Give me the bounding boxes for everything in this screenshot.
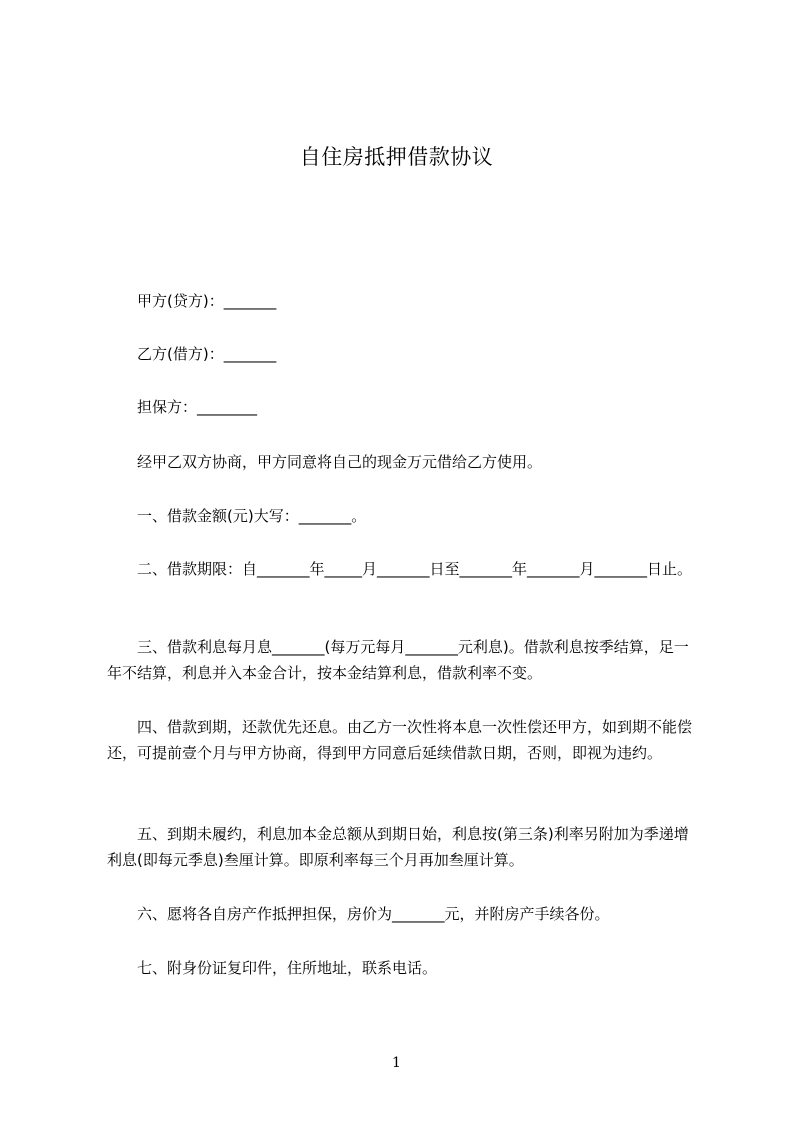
clause-5: 五、到期未履约，利息加本金总额从到期日始，利息按(第三条)利率另附加为季递增利息(即每元季息)叁厘计算。即原利率每三个月再加叁厘计算。 <box>107 825 689 869</box>
party-a-line: 甲方(贷方)：_______ <box>137 292 277 310</box>
intro-paragraph: 经甲乙双方协商，甲方同意将自己的现金万元借给乙方使用。 <box>137 453 543 471</box>
clause-4: 四、借款到期，还款优先还息。由乙方一次性将本息一次性偿还甲方，如到期不能偿还，可提前壹个月与甲方协商，得到甲方同意后延续借款日期，否则，即视为违约。 <box>107 718 693 762</box>
clause-2: 二、借款期限：自_______年_____月_______日至_______年_______月_______日止。 <box>137 560 693 578</box>
guarantor-line: 担保方：________ <box>137 398 258 416</box>
clause-6: 六、愿将各自房产作抵押担保，房价为_______元，并附房产手续各份。 <box>137 905 610 923</box>
clause-7: 七、附身份证复印件，住所地址，联系电话。 <box>137 959 438 977</box>
party-b-line: 乙方(借方)：_______ <box>137 345 277 363</box>
clause-1: 一、借款金额(元)大写：_______。 <box>137 507 367 525</box>
document-title: 自住房抵押借款协议 <box>299 145 494 169</box>
page-number: 1 <box>392 1055 401 1071</box>
clause-3: 三、借款利息每月息_______(每万元每月_______元利息)。借款利息按季结算，足一年不结算，利息并入本金合计，按本金结算利息，借款利率不变。 <box>107 638 689 682</box>
